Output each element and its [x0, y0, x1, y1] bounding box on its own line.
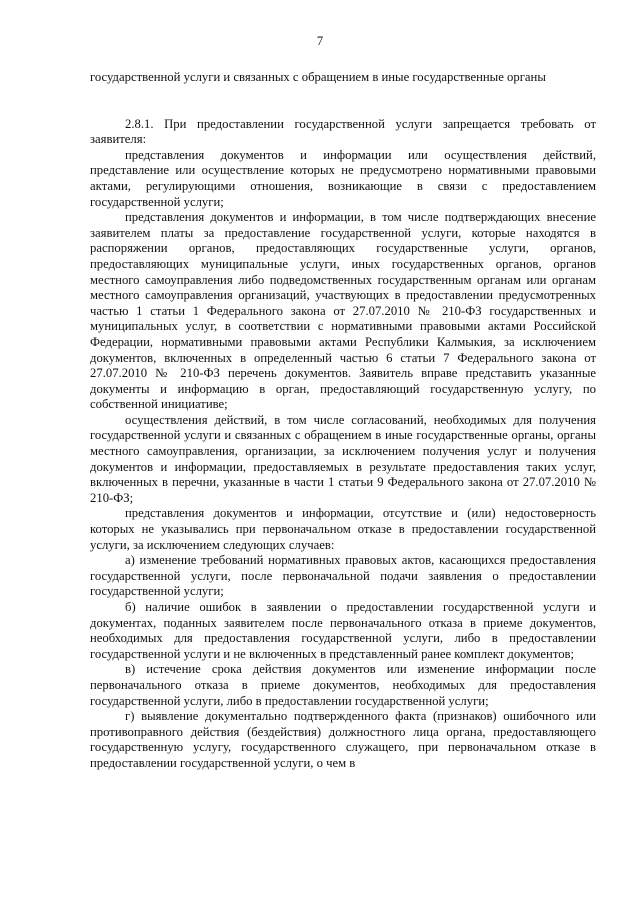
list-item-a: а) изменение требований нормативных правовых актов, касающихся предоставления государственной услуги, после первоначальной подачи заявления о предоставлении государственной услуги; — [90, 553, 596, 599]
list-item-g: г) выявление документально подтвержденного факта (признаков) ошибочного или противоправного действия (бездействия) должностного лица органа, предоставляющего государственную услугу, государственного служащего, при первоначальном отказе в предоставлении государственной услуги, о чем в — [90, 709, 596, 770]
paragraph-documents-payment: представления документов и информации, в том числе подтверждающих внесение заявителем платы за предоставление государственной услуги, которые находятся в распоряжении органов, предоставляющих государственные услуги, органов, предоставляющих муниципальные услуги, иных государственных органов, органов местного самоуправления либо подведомственных государственным органам или органам местного самоуправления организаций, участвующих в предоставлении предусмотренных частью 1 статьи 1 Федерального закона от 27.07.2010 № 210-ФЗ государственных и муниципальных услуг, в соответствии с нормативными правовыми актами Российской Федерации, нормативными правовыми актами Республики Калмыкия, за исключением документов, включенных в определенный частью 6 статьи 7 Федерального закона от 27.07.2010 № 210-ФЗ перечень документов. Заявитель вправе представить указанные документы и информацию в орган, предоставляющий государственную услугу, по собственной инициативе; — [90, 210, 596, 412]
paragraph-actions-not-required: представления документов и информации или осуществления действий, представление или осуществление которых не предусмотрено нормативными правовыми актами, регулирующими отношения, возникающие в связи с предоставлением государственной услуги; — [90, 147, 596, 209]
list-item-v: в) истечение срока действия документов или изменение информации после первоначального отказа в приеме документов, необходимых для предоставления государственной услуги, либо в предоставлении государственной услуги; — [90, 662, 596, 708]
list-item-b: б) наличие ошибок в заявлении о предоставлении государственной услуги и документах, поданных заявителем после первоначального отказа в приеме документов, необходимых для предоставления государственной услуги, либо в предоставлении государственной услуги и не включенных в представленный ранее комплект документов; — [90, 600, 596, 661]
paragraph-2-8-1: 2.8.1. При предоставлении государственной услуги запрещается требовать от заявителя: — [90, 116, 596, 147]
paragraph-approvals: осуществления действий, в том числе согласований, необходимых для получения государственной услуги и связанных с обращением в иные государственные органы, органы местного самоуправления, организации, за исключением получения услуг и получения документов и информации, предоставляемых в результате предоставления таких услуг, включенных в перечни, указанные в части 1 статьи 9 Федерального закона от 27.07.2010 № 210-ФЗ; — [90, 412, 596, 505]
page-number: 7 — [316, 34, 324, 48]
document-body — [90, 70, 596, 772]
paragraph-unreliable-info: представления документов и информации, отсутствие и (или) недостоверность которых не указывались при первоначальном отказе в предоставлении государственной услуги, за исключением следующих случаев: — [90, 506, 596, 552]
paragraph-continuation: государственной услуги и связанных с обращением в иные государственные органы — [90, 70, 546, 84]
